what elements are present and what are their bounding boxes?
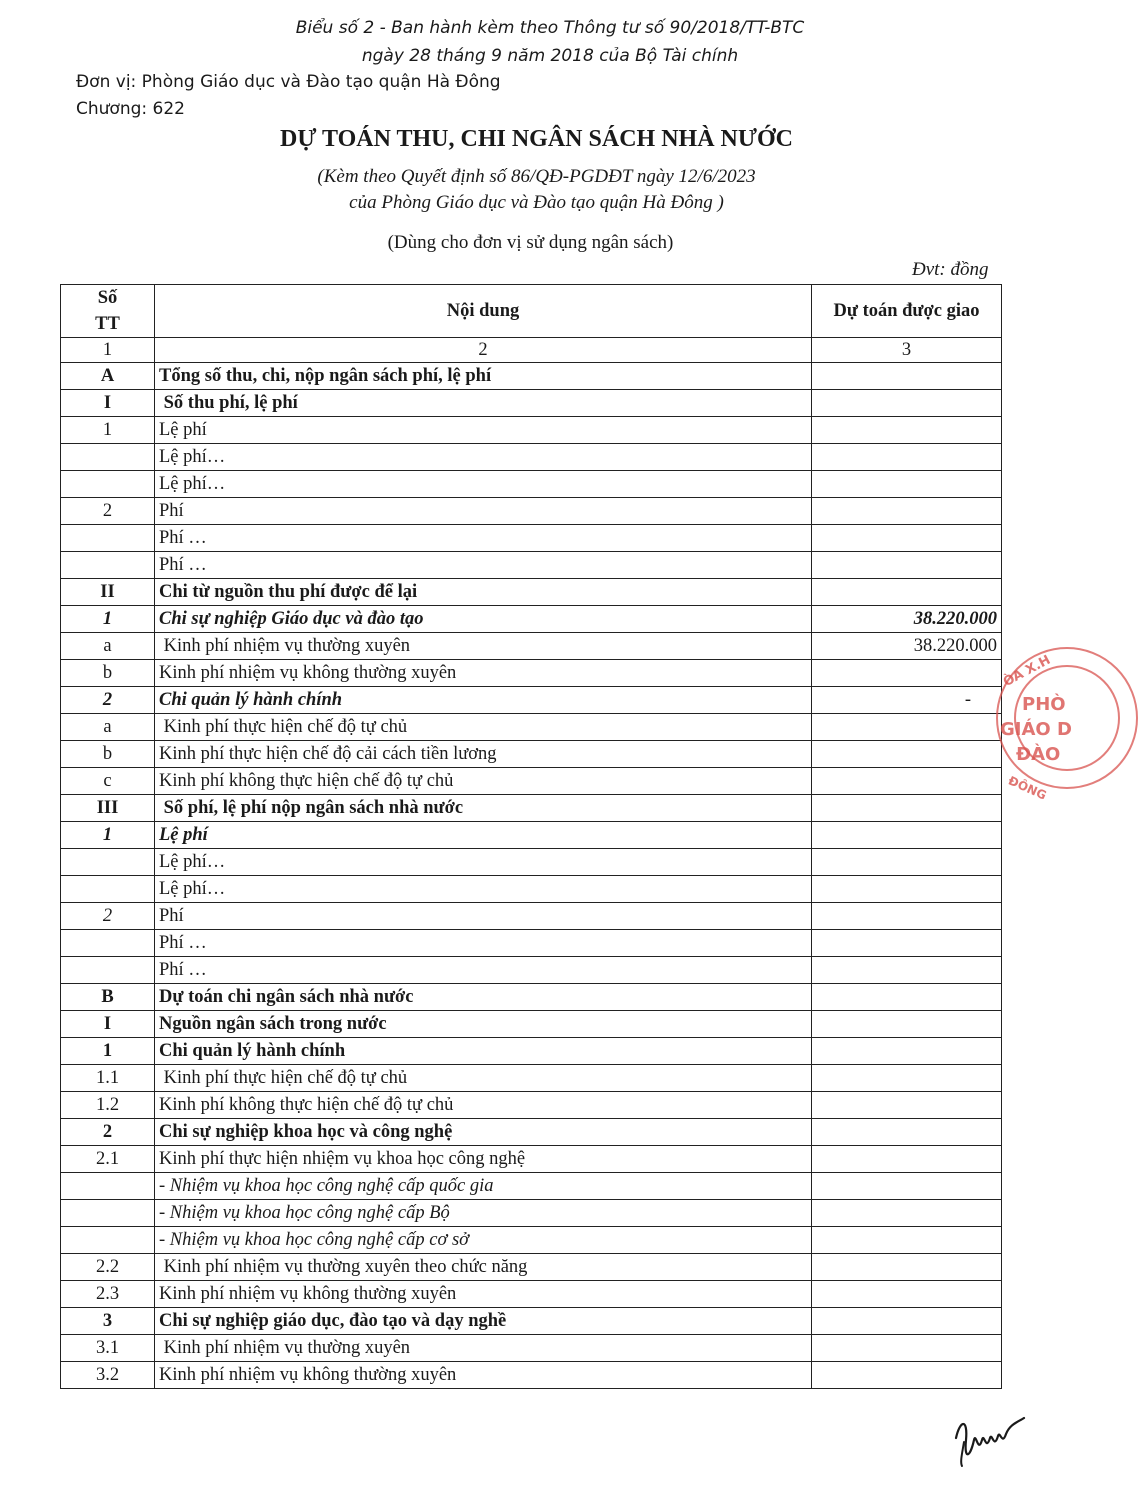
row-number xyxy=(61,1173,155,1200)
seal-text-top: ÒA X.H xyxy=(1000,652,1054,690)
table-row xyxy=(61,633,1002,660)
column-header-no-line1: Số xyxy=(97,288,118,308)
row-amount xyxy=(812,1092,1002,1119)
row-content: - Nhiệm vụ khoa học công nghệ cấp cơ sở xyxy=(155,1227,812,1254)
table-row xyxy=(61,741,1002,768)
seal-text-line2: GIÁO D xyxy=(1000,719,1072,740)
row-amount xyxy=(812,768,1002,795)
table-row xyxy=(61,417,1002,444)
row-number: 2 xyxy=(61,498,155,525)
row-amount xyxy=(812,849,1002,876)
table-row xyxy=(61,525,1002,552)
row-number: b xyxy=(61,741,155,768)
form-reference-line2: ngày 28 tháng 9 năm 2018 của Bộ Tài chính xyxy=(361,46,739,66)
row-number xyxy=(61,849,155,876)
row-amount xyxy=(812,930,1002,957)
row-number xyxy=(61,1227,155,1254)
table-row xyxy=(61,795,1002,822)
table-row xyxy=(61,768,1002,795)
row-amount xyxy=(812,1254,1002,1281)
row-number: 2 xyxy=(61,903,155,930)
decision-reference-line1: (Kèm theo Quyết định số 86/QĐ-PGDĐT ngày 12/6/2023 xyxy=(317,166,756,187)
column-index: 2 xyxy=(155,338,812,363)
column-header-no-line2: TT xyxy=(95,314,120,334)
row-number: 2.1 xyxy=(61,1146,155,1173)
decision-reference-line2: của Phòng Giáo dục và Đào tạo quận Hà Đông ) xyxy=(349,192,724,213)
row-number: 3.2 xyxy=(61,1362,155,1389)
table-row xyxy=(61,1065,1002,1092)
column-header-amount: Dự toán được giao xyxy=(812,285,1002,338)
row-content: Kinh phí nhiệm vụ thường xuyên xyxy=(155,633,812,660)
column-index: 1 xyxy=(61,338,155,363)
table-row xyxy=(61,687,1002,714)
row-amount xyxy=(812,1200,1002,1227)
row-content: Chi sự nghiệp Giáo dục và đào tạo xyxy=(155,606,812,633)
row-amount xyxy=(812,390,1002,417)
row-number xyxy=(61,876,155,903)
table-row xyxy=(61,444,1002,471)
table-row xyxy=(61,1227,1002,1254)
table-row xyxy=(61,984,1002,1011)
row-content: Phí … xyxy=(155,525,812,552)
table-row xyxy=(61,606,1002,633)
row-amount xyxy=(812,957,1002,984)
row-content: Phí … xyxy=(155,552,812,579)
row-content: Lệ phí xyxy=(155,822,812,849)
table-row xyxy=(61,1200,1002,1227)
row-amount xyxy=(812,417,1002,444)
row-amount: - xyxy=(812,687,1002,714)
row-amount xyxy=(812,984,1002,1011)
table-row xyxy=(61,1173,1002,1200)
row-amount xyxy=(812,1119,1002,1146)
row-amount xyxy=(812,741,1002,768)
row-number: I xyxy=(61,390,155,417)
table-row xyxy=(61,1119,1002,1146)
table-row xyxy=(61,579,1002,606)
row-amount xyxy=(812,903,1002,930)
row-content: Phí xyxy=(155,903,812,930)
row-number: 3.1 xyxy=(61,1335,155,1362)
row-number xyxy=(61,930,155,957)
row-content: Kinh phí nhiệm vụ thường xuyên theo chức năng xyxy=(155,1254,812,1281)
table-header-row xyxy=(61,285,1002,338)
column-header-no xyxy=(61,285,155,338)
row-amount xyxy=(812,471,1002,498)
row-number: c xyxy=(61,768,155,795)
row-content: Lệ phí… xyxy=(155,444,812,471)
row-number: 2.2 xyxy=(61,1254,155,1281)
row-amount xyxy=(812,498,1002,525)
row-content: Kinh phí nhiệm vụ không thường xuyên xyxy=(155,1281,812,1308)
issuing-unit: Đơn vị: Phòng Giáo dục và Đào tạo quận Hà Đông xyxy=(76,72,501,92)
row-content: Tổng số thu, chi, nộp ngân sách phí, lệ phí xyxy=(155,363,812,390)
row-number: a xyxy=(61,714,155,741)
row-content: Lệ phí… xyxy=(155,849,812,876)
row-number: B xyxy=(61,984,155,1011)
row-number: A xyxy=(61,363,155,390)
table-row xyxy=(61,660,1002,687)
table-row xyxy=(61,930,1002,957)
row-amount xyxy=(812,363,1002,390)
row-content: Kinh phí thực hiện chế độ tự chủ xyxy=(155,1065,812,1092)
table-row xyxy=(61,1254,1002,1281)
row-content: Phí … xyxy=(155,930,812,957)
official-seal-partial xyxy=(992,640,1142,803)
row-number: 1 xyxy=(61,822,155,849)
row-amount xyxy=(812,444,1002,471)
row-amount xyxy=(812,714,1002,741)
row-content: Kinh phí nhiệm vụ không thường xuyên xyxy=(155,660,812,687)
row-amount xyxy=(812,1308,1002,1335)
row-amount xyxy=(812,1065,1002,1092)
table-row xyxy=(61,1308,1002,1335)
table-row xyxy=(61,1281,1002,1308)
row-number: 1 xyxy=(61,1038,155,1065)
table-row xyxy=(61,1146,1002,1173)
table-row xyxy=(61,1092,1002,1119)
handwritten-signature xyxy=(950,1410,1030,1470)
row-content: Lệ phí… xyxy=(155,876,812,903)
row-content: Kinh phí không thực hiện chế độ tự chủ xyxy=(155,1092,812,1119)
row-amount xyxy=(812,552,1002,579)
row-amount xyxy=(812,1038,1002,1065)
column-header-content: Nội dung xyxy=(155,285,812,338)
row-number: 2 xyxy=(61,1119,155,1146)
table-row xyxy=(61,363,1002,390)
table-row xyxy=(61,1335,1002,1362)
row-amount xyxy=(812,660,1002,687)
row-number: 1 xyxy=(61,606,155,633)
row-content: Dự toán chi ngân sách nhà nước xyxy=(155,984,812,1011)
row-amount xyxy=(812,795,1002,822)
row-content: Kinh phí thực hiện chế độ tự chủ xyxy=(155,714,812,741)
row-content: Lệ phí xyxy=(155,417,812,444)
row-content: Phí xyxy=(155,498,812,525)
row-number: a xyxy=(61,633,155,660)
row-number: 1 xyxy=(61,417,155,444)
budget-table xyxy=(60,284,1002,1389)
row-amount xyxy=(812,1011,1002,1038)
row-number: 2 xyxy=(61,687,155,714)
row-content: Kinh phí thực hiện nhiệm vụ khoa học công nghệ xyxy=(155,1146,812,1173)
row-number xyxy=(61,1200,155,1227)
currency-unit: Đvt: đồng xyxy=(912,259,989,280)
row-amount xyxy=(812,1335,1002,1362)
row-content: - Nhiệm vụ khoa học công nghệ cấp Bộ xyxy=(155,1200,812,1227)
row-amount xyxy=(812,579,1002,606)
row-content: Phí … xyxy=(155,957,812,984)
row-content: Chi quản lý hành chính xyxy=(155,687,812,714)
row-number: III xyxy=(61,795,155,822)
document-title: DỰ TOÁN THU, CHI NGÂN SÁCH NHÀ NƯỚC xyxy=(280,126,793,152)
table-row xyxy=(61,471,1002,498)
row-content: Kinh phí thực hiện chế độ cải cách tiền lương xyxy=(155,741,812,768)
row-amount xyxy=(812,1362,1002,1389)
row-content: Chi sự nghiệp giáo dục, đào tạo và dạy nghề xyxy=(155,1308,812,1335)
row-amount xyxy=(812,1281,1002,1308)
row-number: b xyxy=(61,660,155,687)
table-row xyxy=(61,1038,1002,1065)
table-row xyxy=(61,957,1002,984)
row-number: 2.3 xyxy=(61,1281,155,1308)
row-number: 1.1 xyxy=(61,1065,155,1092)
row-amount: 38.220.000 xyxy=(812,606,1002,633)
row-amount xyxy=(812,876,1002,903)
table-row xyxy=(61,876,1002,903)
row-content: Lệ phí… xyxy=(155,471,812,498)
chapter-code: Chương: 622 xyxy=(76,99,185,119)
table-row xyxy=(61,849,1002,876)
table-row xyxy=(61,903,1002,930)
table-row xyxy=(61,390,1002,417)
row-number: 3 xyxy=(61,1308,155,1335)
row-content: Chi từ nguồn thu phí được để lại xyxy=(155,579,812,606)
row-number: I xyxy=(61,1011,155,1038)
table-row xyxy=(61,552,1002,579)
row-content: Chi sự nghiệp khoa học và công nghệ xyxy=(155,1119,812,1146)
row-number xyxy=(61,552,155,579)
usage-note: (Dùng cho đơn vị sử dụng ngân sách) xyxy=(387,232,674,253)
table-row xyxy=(61,1011,1002,1038)
column-index: 3 xyxy=(812,338,1002,363)
row-content: Chi quản lý hành chính xyxy=(155,1038,812,1065)
row-number: 1.2 xyxy=(61,1092,155,1119)
row-amount xyxy=(812,1146,1002,1173)
row-amount xyxy=(812,1227,1002,1254)
row-amount xyxy=(812,525,1002,552)
table-row xyxy=(61,1362,1002,1389)
row-content: Số phí, lệ phí nộp ngân sách nhà nước xyxy=(155,795,812,822)
seal-text-bottom: ĐÔNG xyxy=(1006,773,1049,803)
row-content: Kinh phí không thực hiện chế độ tự chủ xyxy=(155,768,812,795)
row-content: Số thu phí, lệ phí xyxy=(155,390,812,417)
table-row xyxy=(61,498,1002,525)
row-number: II xyxy=(61,579,155,606)
seal-text-line3: ĐÀO xyxy=(1016,744,1061,765)
row-content: Kinh phí nhiệm vụ không thường xuyên xyxy=(155,1362,812,1389)
seal-text-line1: PHÒ xyxy=(1022,694,1066,715)
row-content: - Nhiệm vụ khoa học công nghệ cấp quốc gia xyxy=(155,1173,812,1200)
row-content: Nguồn ngân sách trong nước xyxy=(155,1011,812,1038)
column-index-row xyxy=(61,338,1002,363)
row-number xyxy=(61,957,155,984)
row-number xyxy=(61,444,155,471)
row-amount: 38.220.000 xyxy=(812,633,1002,660)
row-amount xyxy=(812,1173,1002,1200)
row-number xyxy=(61,525,155,552)
table-row xyxy=(61,822,1002,849)
table-row xyxy=(61,714,1002,741)
row-amount xyxy=(812,822,1002,849)
row-content: Kinh phí nhiệm vụ thường xuyên xyxy=(155,1335,812,1362)
row-number xyxy=(61,471,155,498)
form-reference-line1: Biểu số 2 - Ban hành kèm theo Thông tư số 90/2018/TT-BTC xyxy=(295,18,805,38)
